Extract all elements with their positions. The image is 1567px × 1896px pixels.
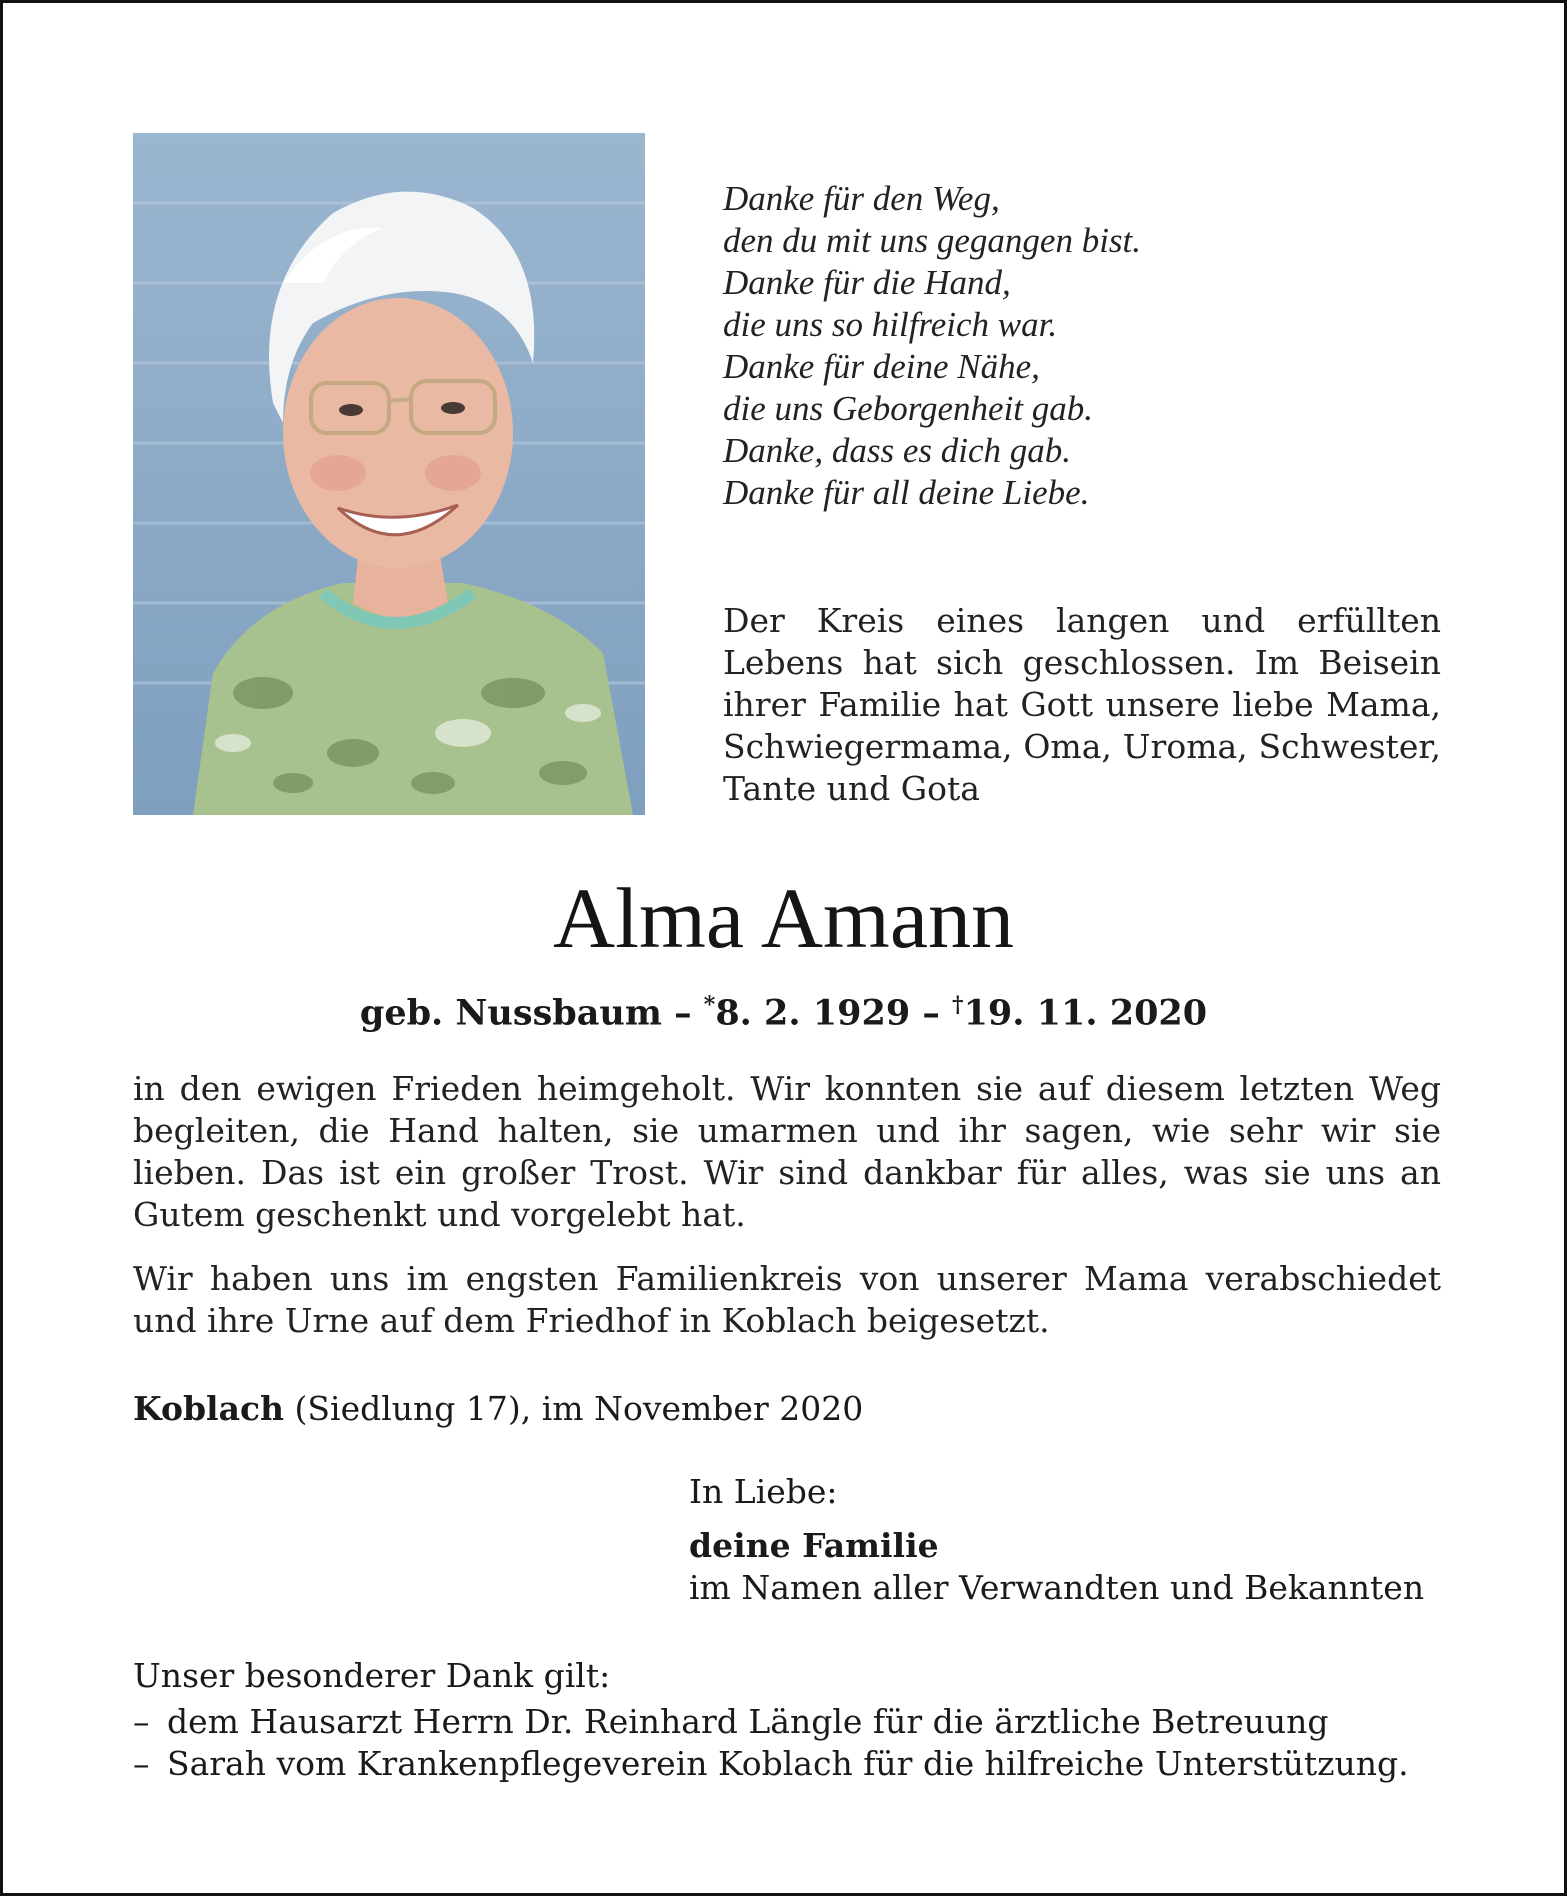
poem-line: die uns Geborgenheit gab. (723, 389, 1094, 428)
thanks-section (133, 1655, 1453, 1785)
body-paragraph: Wir haben uns im engsten Familienkreis von unserer Mama verabschiedet und ihre Urne auf dem Friedhof in Koblach beigesetzt. (133, 1259, 1441, 1340)
date-separator: – (922, 992, 940, 1034)
signature-note: im Namen aller Verwandten und Bekannten (689, 1568, 1425, 1607)
poem-line: Danke, dass es dich gab. (723, 431, 1072, 470)
signature-family: deine Familie (689, 1526, 939, 1565)
deceased-name: Alma Amann (553, 870, 1014, 966)
intro-text: Der Kreis eines langen und erfüllten Lebens hat sich geschlossen. Im Beisein ihrer Familie hat Gott unsere liebe Mama, Schwiegermama, Oma, Uroma, Schwester, Tante und Gota (723, 601, 1441, 808)
signature-block (689, 1471, 1449, 1609)
birth-date: 8. 2. 1929 (715, 992, 911, 1034)
poem (723, 178, 1483, 514)
poem-line: Danke für die Hand, (723, 263, 1011, 302)
signature-greeting: In Liebe: (689, 1472, 838, 1511)
birth-symbol: * (703, 992, 716, 1018)
poem-line: den du mit uns gegangen bist. (723, 221, 1142, 260)
thanks-item (133, 1701, 1453, 1743)
list-dash: – (133, 1744, 150, 1783)
poem-line: Danke für deine Nähe, (723, 347, 1040, 386)
death-symbol: † (952, 992, 964, 1018)
thanks-list (133, 1701, 1453, 1785)
body-text (133, 1068, 1441, 1364)
place-date-line (133, 1388, 863, 1430)
death-date: 19. 11. 2020 (963, 992, 1208, 1034)
portrait-illustration (133, 133, 645, 815)
poem-line: die uns so hilfreich war. (723, 305, 1058, 344)
thanks-item-text: Sarah vom Krankenpflegeverein Koblach für die hilfreiche Unterstützung. (167, 1744, 1409, 1783)
thanks-item (133, 1743, 1453, 1785)
list-dash: – (133, 1702, 150, 1741)
address-date: (Siedlung 17), im November 2020 (284, 1389, 864, 1428)
thanks-item-text: dem Hausarzt Herrn Dr. Reinhard Längle für die ärztliche Betreuung (167, 1702, 1329, 1741)
life-dates (3, 983, 1564, 1036)
body-paragraph: in den ewigen Frieden heimgeholt. Wir konnten sie auf diesem letzten Weg begleiten, die Hand halten, sie umarmen und ihr sagen, wie sehr wir sie lieben. Das ist ein großer Trost. Wir sind dankbar für alles, was sie uns an Gutem geschenkt und vorgelebt hat. (133, 1069, 1441, 1234)
portrait-photo (133, 133, 645, 815)
thanks-heading: Unser besonderer Dank gilt: (133, 1656, 611, 1695)
poem-line: Danke für all deine Liebe. (723, 473, 1090, 512)
town-name: Koblach (133, 1389, 285, 1428)
poem-line: Danke für den Weg, (723, 179, 1000, 218)
birth-name: geb. Nussbaum (359, 992, 662, 1034)
date-separator: – (674, 992, 692, 1034)
